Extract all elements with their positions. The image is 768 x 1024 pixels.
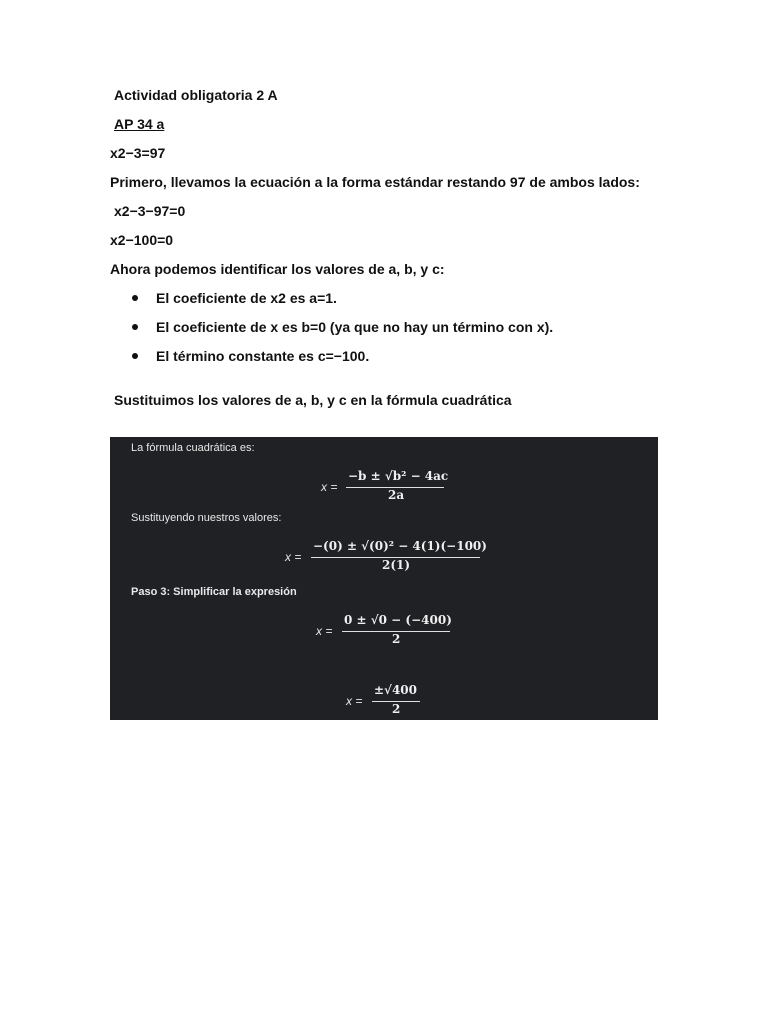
formula-numerator: ±√400 [374,683,417,697]
panel-heading-formula: La fórmula cuadrática es: [131,442,255,454]
step-identify-values: Ahora podemos identificar los valores de a, b, y c: [110,261,445,277]
list-item-text: El término constante es c=−100. [156,348,370,364]
formula-screenshot-panel [110,437,658,720]
list-item [110,318,553,347]
subtitle-text: AP 34 a [114,116,165,132]
equation-standard: x2−100=0 [110,232,174,248]
panel-heading-substitution: Sustituyendo nuestros valores: [131,512,282,524]
equation-original: x2−3=97 [110,145,166,161]
formula-numerator: 0 ± √0 − (−400) [344,613,452,627]
formula-numerator: −b ± √b² − 4ac [348,469,449,483]
step-standard-form: Primero, llevamos la ecuación a la forma estándar restando 97 de ambos lados: [110,174,640,190]
formula-denominator: 2 [392,632,401,646]
list-item-text: El coeficiente de x2 es a=1. [156,290,337,306]
bullet-icon [132,353,138,359]
list-item-text: El coeficiente de x es b=0 (ya que no hay un término con x). [156,319,554,335]
bullet-icon [132,295,138,301]
formula-lhs: x = [346,694,363,708]
formula-numerator: −(0) ± √(0)² − 4(1)(−100) [313,539,487,553]
equation-subtracted: x2−3−97=0 [114,203,186,219]
document-title: Actividad obligatoria 2 A [114,87,278,103]
panel-heading-simplify: Paso 3: Simplificar la expresión [131,586,297,598]
formula-lhs: x = [321,480,338,494]
formula-lhs: x = [285,550,302,564]
formula-denominator: 2a [388,488,405,502]
coefficient-list [110,289,553,376]
bullet-icon [132,324,138,330]
formula-denominator: 2(1) [382,558,411,572]
list-item [110,347,553,376]
formula-lhs: x = [316,624,333,638]
formula-denominator: 2 [392,702,401,716]
document-subtitle [114,115,194,133]
list-item [110,289,553,318]
step-substitute: Sustituimos los valores de a, b, y c en la fórmula cuadrática [114,392,512,408]
